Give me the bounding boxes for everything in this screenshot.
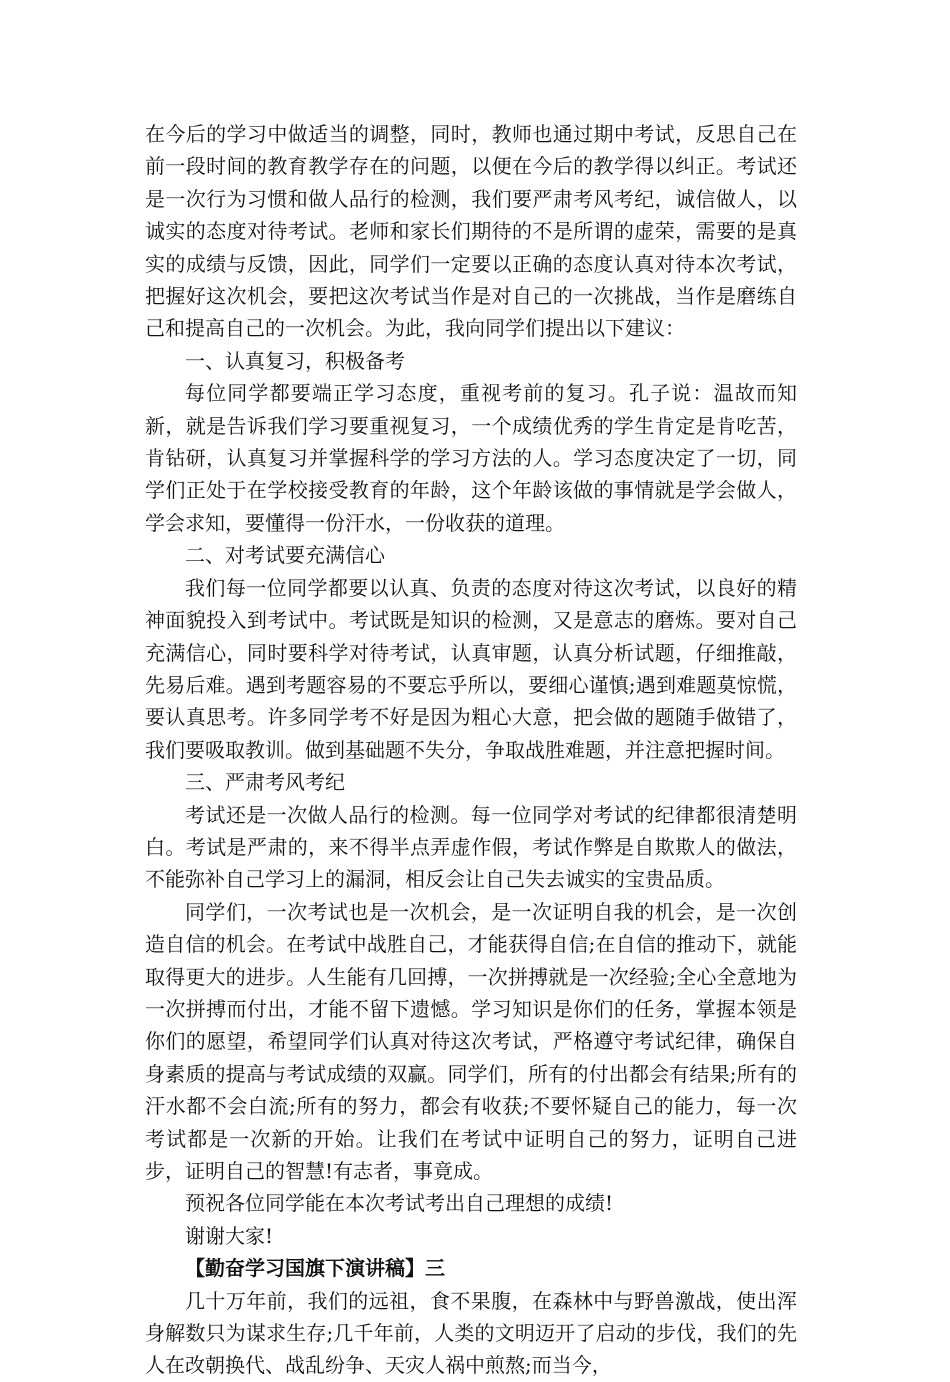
section-heading-2: 二、对考试要充满信心 <box>185 543 385 568</box>
paragraph-discipline: 考试还是一次做人品行的检测。每一位同学对考试的纪律都很清楚明白。考试是严肃的，来不得半点弄虚作假，考试作弊是自欺欺人的做法，不能弥补自己学习上的漏洞，相反会让自己失去诚实的宝贵品质。 <box>145 802 797 892</box>
paragraph-intro: 在今后的学习中做适当的调整，同时，教师也通过期中考试，反思自己在前一段时间的教育教学存在的问题，以便在今后的教学得以纠正。考试还是一次行为习惯和做人品行的检测，我们要严肃考风考纪，诚信做人，以诚实的态度对待考试。老师和家长们期待的不是所谓的虚荣，需要的是真实的成绩与反馈，因此，同学们一定要以正确的态度认真对待本次考试，把握好这次机会，要把这次考试当作是对自己的一次挑战，当作是磨练自己和提高自己的一次机会。为此，我向同学们提出以下建议： <box>145 122 797 341</box>
paragraph-wishes: 预祝各位同学能在本次考试考出自己理想的成绩! <box>185 1191 614 1216</box>
section-heading-1: 一、认真复习，积极备考 <box>185 348 405 373</box>
paragraph-opportunity: 同学们，一次考试也是一次机会，是一次证明自我的机会，是一次创造自信的机会。在考试中战胜自己，才能获得自信;在自信的推动下，就能取得更大的进步。人生能有几回搏，一次拼搏就是一次经验;全心全意地为一次拼搏而付出，才能不留下遗憾。学习知识是你们的任务，掌握本领是你们的愿望，希望同学们认真对待这次考试，严格遵守考试纪律，确保自身素质的提高与考试成绩的双赢。同学们，所有的付出都会有结果;所有的汗水都不会白流;所有的努力，都会有收获;不要怀疑自己的能力，每一次考试都是一次新的开始。让我们在考试中证明自己的努力，证明自己进步，证明自己的智慧!有志者，事竟成。 <box>145 899 797 1183</box>
document-page <box>145 118 797 1382</box>
paragraph-ancestors: 几十万年前，我们的远祖，食不果腹，在森林中与野兽激战，使出浑身解数只为谋求生存;几千年前，人类的文明迈开了启动的步伐，我们的先人在改朝换代、战乱纷争、天灾人祸中煎熬;而当今， <box>145 1288 797 1378</box>
paragraph-review: 每位同学都要端正学习态度，重视考前的复习。孔子说：温故而知新，就是告诉我们学习要重视复习，一个成绩优秀的学生肯定是肯吃苦，肯钻研，认真复习并掌握科学的学习方法的人。学习态度决定了一切，同学们正处于在学校接受教育的年龄，这个年龄该做的事情就是学会做人，学会求知，要懂得一份汗水，一份收获的道理。 <box>145 381 797 535</box>
section-heading-3: 三、严肃考风考纪 <box>185 770 345 795</box>
paragraph-thanks: 谢谢大家! <box>185 1223 274 1248</box>
paragraph-confidence: 我们每一位同学都要以认真、负责的态度对待这次考试，以良好的精神面貌投入到考试中。考试既是知识的检测，又是意志的磨炼。要对自己充满信心，同时要科学对待考试，认真审题，认真分析试题，仔细推敲，先易后难。遇到考题容易的不要忘乎所以，要细心谨慎;遇到难题莫惊慌，要认真思考。许多同学考不好是因为粗心大意，把会做的题随手做错了，我们要吸取教训。做到基础题不失分，争取战胜难题，并注意把握时间。 <box>145 575 797 762</box>
speech-title-3: 【勤奋学习国旗下演讲稿】三 <box>185 1256 445 1281</box>
